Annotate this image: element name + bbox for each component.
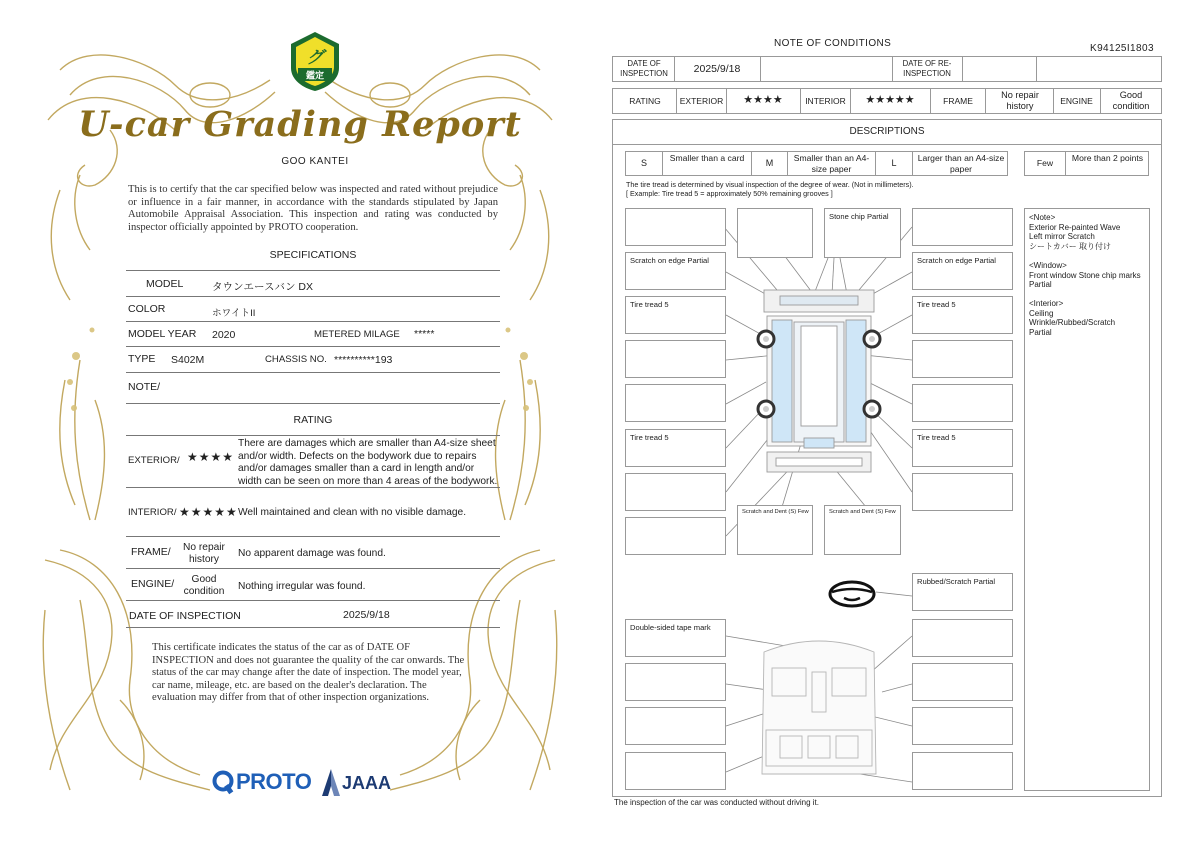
divider bbox=[126, 435, 500, 436]
tread-note-1: The tire tread is determined by visual inspection of the degree of wear. (Not in millimeters). bbox=[626, 180, 914, 189]
date-of-reinspection-label: DATE OF RE-INSPECTION bbox=[902, 59, 952, 78]
diagram-box bbox=[625, 663, 726, 701]
note-heading: <Note> bbox=[1029, 213, 1056, 222]
interior-line: Wrinkle/Rubbed/Scratch bbox=[1029, 318, 1116, 328]
diagram-box bbox=[625, 752, 726, 790]
diagram-box bbox=[912, 707, 1013, 745]
date-of-inspection-value: 2025/9/18 bbox=[693, 63, 741, 75]
exterior-stars: ★★★★ bbox=[187, 450, 235, 464]
legend-l: L bbox=[891, 158, 897, 168]
divider bbox=[126, 627, 500, 628]
engine-label: ENGINE bbox=[1060, 96, 1093, 106]
proto-logo-icon bbox=[212, 770, 236, 796]
window-line: Partial bbox=[1029, 280, 1052, 290]
note-label: NOTE/ bbox=[128, 381, 161, 393]
model-year-label: MODEL YEAR bbox=[128, 328, 197, 340]
rear-left-label: Scratch and Dent (S) Few bbox=[742, 509, 809, 515]
diagram-box-rear-right bbox=[824, 505, 901, 555]
jaaa-logo-text: JAAA bbox=[342, 773, 392, 793]
metered-mileage-label: METERED MILAGE bbox=[314, 329, 400, 340]
interior-heading: <Interior> bbox=[1029, 299, 1064, 308]
color-label: COLOR bbox=[128, 303, 166, 315]
chassis-value: **********193 bbox=[334, 354, 393, 366]
interior-description: Well maintained and clean with no visible damage. bbox=[238, 507, 467, 518]
diagram-box bbox=[912, 663, 1013, 701]
diagram-box bbox=[625, 473, 726, 511]
footer-note: The inspection of the car was conducted without driving it. bbox=[614, 798, 819, 807]
frame-label: FRAME/ bbox=[131, 546, 171, 558]
exterior-description: There are damages which are smaller than A4-size sheet and/or width. Defects on the bodywork due to repairs and/or damages smaller than a card in length and/or width can be seen on more than 4 areas of the bodywork. bbox=[238, 438, 498, 487]
frame-label: FRAME bbox=[943, 96, 973, 106]
diagram-box bbox=[625, 384, 726, 422]
interior-line: Ceiling bbox=[1029, 308, 1054, 318]
diagram-box bbox=[912, 752, 1013, 790]
model-year-value: 2020 bbox=[212, 329, 236, 341]
svg-text:鑑定: 鑑定 bbox=[305, 71, 325, 82]
exterior-label: EXTERIOR bbox=[679, 96, 724, 106]
scratch-edge-right-label: Scratch on edge Partial bbox=[917, 256, 996, 265]
descriptions-heading: DESCRIPTIONS bbox=[849, 126, 925, 137]
diagram-box-steering bbox=[912, 573, 1013, 611]
report-id: K94125I1803 bbox=[1090, 43, 1154, 54]
diagram-box-stone-chip bbox=[824, 208, 901, 258]
legend-m-text: Smaller than an A4-size paper bbox=[793, 153, 870, 174]
tire-tread-rr-label: Tire tread 5 bbox=[917, 433, 956, 442]
legend-l-text: Larger than an A4-size paper bbox=[917, 153, 1005, 174]
diagram-box bbox=[625, 340, 726, 378]
diagram-box-scratch-edge-left bbox=[625, 252, 726, 290]
diagram-box bbox=[912, 473, 1013, 511]
note-of-conditions bbox=[604, 0, 1200, 848]
certificate-intro: This is to certify that the car specified below was inspected and rated without prejudice or influence in a fair manner, in accordance with the standards stipulated by Japan Automobile Appraisal Association. This inspection and rating was conducted by inspector officially appointed by PROTO cooperation. bbox=[128, 184, 498, 233]
tire-tread-fr-label: Tire tread 5 bbox=[917, 300, 956, 309]
frame-value: No repair history bbox=[1001, 90, 1039, 111]
diagram-box-tire-fl bbox=[625, 296, 726, 334]
interior-label: INTERIOR bbox=[805, 96, 846, 106]
diagram-box-tire-fr bbox=[912, 296, 1013, 334]
window-heading: <Window> bbox=[1029, 261, 1067, 270]
tire-tread-fl-label: Tire tread 5 bbox=[630, 300, 669, 309]
svg-text:グ: グ bbox=[306, 48, 324, 68]
type-value: S402M bbox=[171, 354, 205, 366]
divider bbox=[126, 568, 500, 569]
certificate-notice: This certificate indicates the status of the car as of DATE OF INSPECTION and does not guarantee the quality of the car onwards. The status of the car may change after the date of inspection. The model year, car name, mileage, etc. are based on the dealer's declaration. The evaluation may differ from that of other inspection organizations. bbox=[152, 642, 465, 704]
diagram-box-tire-rl bbox=[625, 429, 726, 467]
diagram-box bbox=[625, 707, 726, 745]
window-line: Front window Stone chip marks bbox=[1029, 270, 1141, 280]
divider bbox=[126, 487, 500, 488]
interior-stars: ★★★★★ bbox=[865, 94, 915, 106]
stone-chip-label: Stone chip Partial bbox=[829, 212, 889, 221]
date-of-inspection-value: 2025/9/18 bbox=[343, 609, 390, 621]
notes-panel bbox=[1024, 208, 1150, 791]
diagram-box bbox=[625, 208, 726, 246]
diagram-box-rear-left bbox=[737, 505, 813, 555]
engine-value: Good condition bbox=[1112, 90, 1150, 111]
tape-label: Double-sided tape mark bbox=[630, 623, 711, 632]
legend-s: S bbox=[640, 158, 647, 168]
certificate-subtitle: GOO KANTEI bbox=[281, 156, 349, 167]
engine-label: ENGINE/ bbox=[131, 578, 175, 590]
diagram-box bbox=[912, 384, 1013, 422]
type-label: TYPE bbox=[128, 353, 156, 365]
note-line: シートカバー 取り付け bbox=[1029, 241, 1111, 251]
rear-right-label: Scratch and Dent (S) Few bbox=[829, 509, 896, 515]
diagram-box-scratch-edge-right bbox=[912, 252, 1013, 290]
divider bbox=[126, 296, 500, 297]
divider bbox=[126, 403, 500, 404]
legend-m: M bbox=[765, 158, 774, 168]
certificate-title: U-car Grading Report bbox=[78, 104, 522, 145]
divider bbox=[126, 346, 500, 347]
exterior-label: EXTERIOR/ bbox=[128, 455, 180, 466]
tire-tread-rl-label: Tire tread 5 bbox=[630, 433, 669, 442]
jaaa-logo-icon bbox=[320, 768, 342, 798]
noc-title: NOTE OF CONDITIONS bbox=[774, 38, 892, 49]
divider bbox=[126, 270, 500, 271]
engine-value: Good condition bbox=[183, 574, 225, 597]
legend-few-text: More than 2 points bbox=[1071, 153, 1144, 163]
diagram-box-tape bbox=[625, 619, 726, 657]
date-of-inspection-label: DATE OF INSPECTION bbox=[620, 59, 668, 78]
frame-description: No apparent damage was found. bbox=[238, 548, 386, 559]
diagram-box bbox=[912, 208, 1013, 246]
tread-note-2: [ Example: Tire tread 5 = approximately 50% remaining grooves ] bbox=[626, 189, 833, 198]
interior-stars: ★★★★★ bbox=[179, 505, 238, 519]
divider bbox=[126, 536, 500, 537]
proto-logo-text: PROTO bbox=[236, 769, 312, 794]
chassis-label: CHASSIS NO. bbox=[265, 354, 327, 365]
diagram-box bbox=[625, 517, 726, 555]
engine-description: Nothing irregular was found. bbox=[238, 581, 366, 592]
frame-value: No repair history bbox=[183, 542, 225, 565]
note-line: Exterior Re-painted Wave bbox=[1029, 222, 1121, 232]
interior-label: INTERIOR/ bbox=[128, 507, 177, 518]
diagram-box bbox=[912, 340, 1013, 378]
steering-wheel-icon bbox=[830, 582, 874, 606]
model-label: MODEL bbox=[146, 278, 184, 290]
color-value: ホワイトII bbox=[212, 308, 256, 319]
date-of-inspection-label: DATE OF INSPECTION bbox=[129, 610, 241, 622]
legend-s-text: Smaller than a card bbox=[669, 153, 745, 163]
diagram-box bbox=[737, 208, 813, 258]
model-value: タウンエースバン DX bbox=[212, 281, 313, 293]
rating-label: RATING bbox=[629, 96, 661, 106]
diagram-box bbox=[912, 619, 1013, 657]
diagram-box-tire-rr bbox=[912, 429, 1013, 467]
divider bbox=[126, 372, 500, 373]
steering-label: Rubbed/Scratch Partial bbox=[917, 577, 996, 586]
rating-heading: RATING bbox=[293, 414, 333, 426]
divider bbox=[126, 321, 500, 322]
interior-line: Partial bbox=[1029, 327, 1052, 337]
divider bbox=[126, 600, 500, 601]
goo-kantei-badge-icon bbox=[287, 30, 343, 92]
note-line: Left mirror Scratch bbox=[1029, 232, 1095, 242]
scratch-edge-left-label: Scratch on edge Partial bbox=[630, 256, 709, 265]
exterior-stars: ★★★★ bbox=[743, 94, 783, 106]
legend-few: Few bbox=[1036, 158, 1054, 168]
metered-mileage-value: ***** bbox=[414, 328, 435, 340]
specifications-heading: SPECIFICATIONS bbox=[269, 249, 357, 261]
